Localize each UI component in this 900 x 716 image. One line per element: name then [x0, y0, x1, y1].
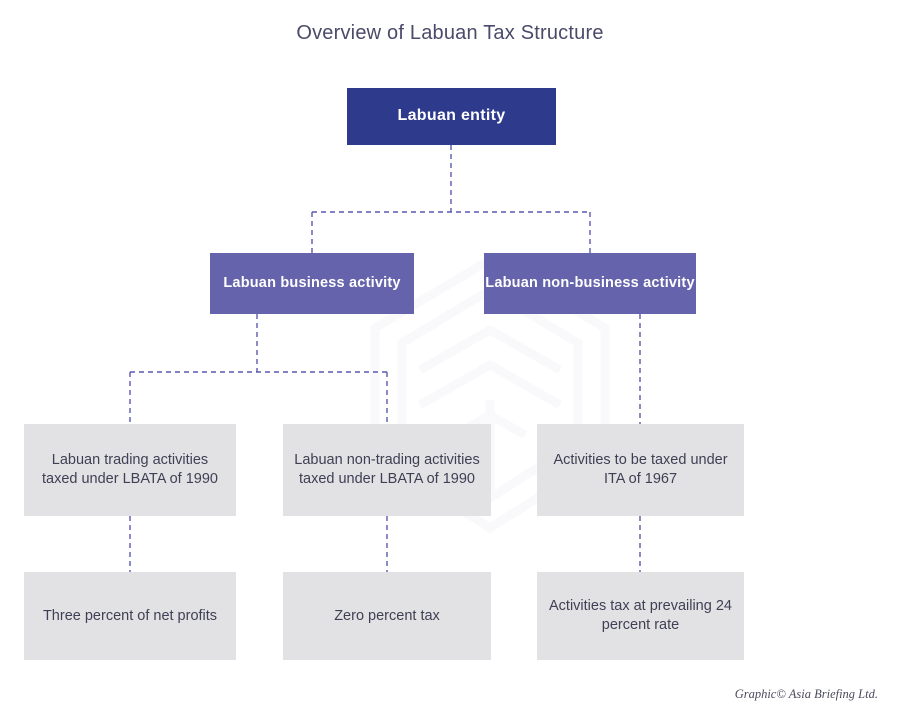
node-trading-activities-lbata[interactable] — [24, 424, 236, 516]
node-labuan-business-activity-label: Labuan business activity — [223, 275, 401, 292]
page-title: Overview of Labuan Tax Structure — [296, 22, 604, 44]
node-labuan-entity[interactable] — [347, 88, 556, 145]
node-prevailing-24-percent-label: Activities tax at prevailing 24 percent rate — [549, 598, 732, 633]
node-labuan-entity-label: Labuan entity — [397, 107, 506, 125]
node-zero-percent-tax-label: Zero percent tax — [334, 607, 440, 624]
node-three-percent-net-profits-label: Three percent of net profits — [42, 607, 218, 624]
node-non-trading-activities-lbata-label: Labuan non-trading activities taxed under LBATA of 1990 — [294, 452, 480, 487]
node-labuan-business-activity[interactable] — [210, 253, 414, 314]
node-labuan-non-business-activity[interactable] — [484, 253, 696, 314]
node-trading-activities-lbata-label: Labuan trading activities taxed under LBATA of 1990 — [41, 452, 218, 487]
node-activities-taxed-ita-label: Activities to be taxed under ITA of 1967 — [553, 452, 728, 487]
node-non-trading-activities-lbata[interactable] — [283, 424, 491, 516]
node-activities-taxed-ita[interactable] — [537, 424, 744, 516]
node-zero-percent-tax[interactable] — [283, 572, 491, 660]
node-prevailing-24-percent[interactable] — [537, 572, 744, 660]
node-labuan-non-business-activity-label: Labuan non-business activity — [485, 275, 695, 292]
node-three-percent-net-profits[interactable] — [24, 572, 236, 660]
graphic-credit: Graphic© Asia Briefing Ltd. — [734, 687, 878, 701]
